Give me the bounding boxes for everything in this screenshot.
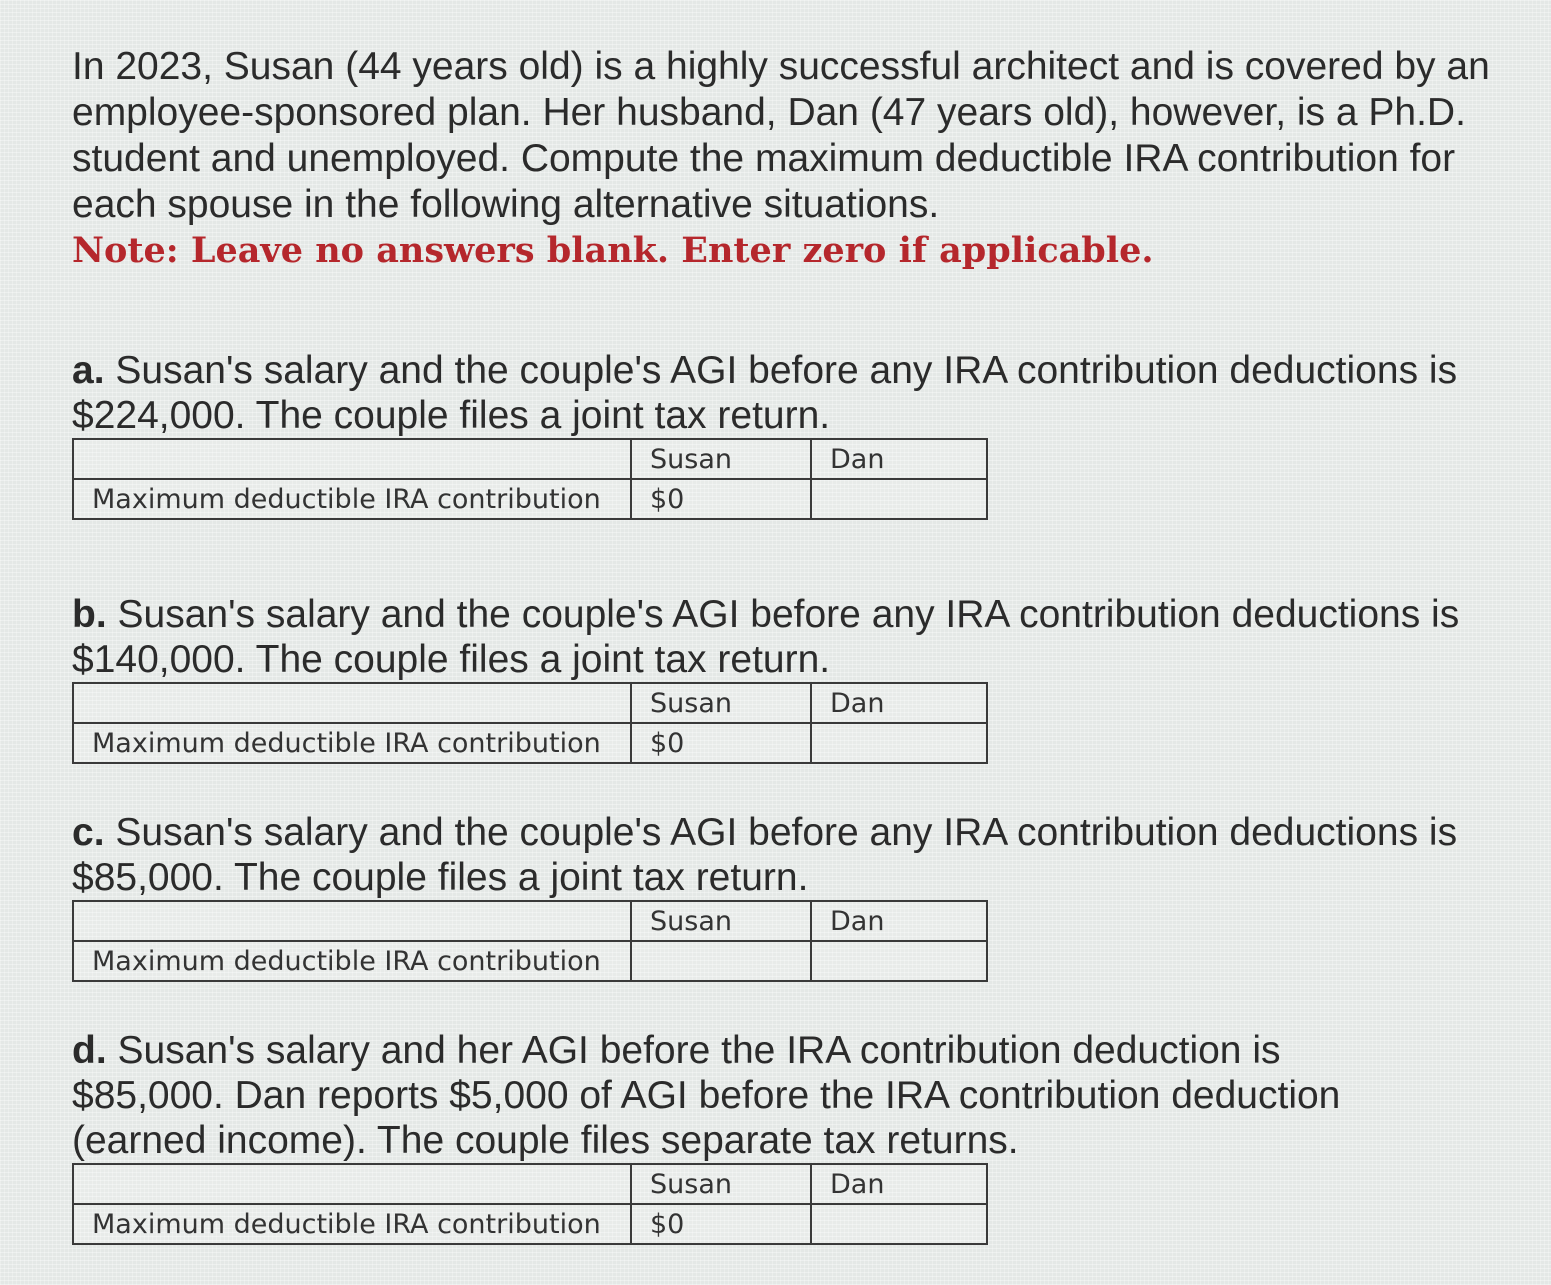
part-a-text	[72, 348, 1512, 438]
table-header-row	[73, 901, 987, 941]
part-d	[72, 1028, 1512, 1245]
header-susan: Susan	[631, 1164, 811, 1204]
part-a-dan-input[interactable]	[830, 484, 960, 515]
part-b-letter: b.	[72, 593, 107, 636]
susan-answer-cell	[631, 941, 811, 981]
header-dan: Dan	[811, 683, 987, 723]
header-blank-cell	[73, 683, 631, 723]
part-a-description: Susan's salary and the couple's AGI before any IRA contribution deductions is $224,000. The couple files a joint tax return.	[72, 349, 1458, 437]
row-label: Maximum deductible IRA contribution	[73, 723, 631, 763]
part-d-susan-input[interactable]	[650, 1209, 780, 1240]
header-dan: Dan	[811, 439, 987, 479]
part-a	[72, 348, 1512, 520]
part-c-text	[72, 810, 1512, 900]
dan-answer-cell	[811, 479, 987, 519]
header-blank-cell	[73, 901, 631, 941]
part-b	[72, 592, 1512, 764]
header-susan: Susan	[631, 683, 811, 723]
table-row	[73, 1204, 987, 1244]
susan-answer-cell	[631, 479, 811, 519]
row-label: Maximum deductible IRA contribution	[73, 479, 631, 519]
part-c-letter: c.	[72, 811, 105, 854]
part-d-text	[72, 1028, 1402, 1163]
table-row	[73, 479, 987, 519]
part-b-susan-input[interactable]	[650, 728, 780, 759]
part-d-dan-input[interactable]	[830, 1209, 960, 1240]
part-a-susan-input[interactable]	[650, 484, 780, 515]
header-dan: Dan	[811, 901, 987, 941]
part-d-letter: d.	[72, 1029, 107, 1072]
susan-answer-cell	[631, 1204, 811, 1244]
part-c-answer-table	[72, 900, 988, 982]
part-b-dan-input[interactable]	[830, 728, 960, 759]
susan-answer-cell	[631, 723, 811, 763]
dan-answer-cell	[811, 1204, 987, 1244]
row-label: Maximum deductible IRA contribution	[73, 1204, 631, 1244]
dan-answer-cell	[811, 723, 987, 763]
part-b-answer-table	[72, 682, 988, 764]
table-header-row	[73, 1164, 987, 1204]
part-c-susan-input[interactable]	[650, 946, 780, 977]
question-page	[72, 44, 1512, 1240]
table-header-row	[73, 439, 987, 479]
part-c-description: Susan's salary and the couple's AGI before any IRA contribution deductions is $85,000. The couple files a joint tax return.	[72, 811, 1458, 899]
part-c-dan-input[interactable]	[830, 946, 960, 977]
table-header-row	[73, 683, 987, 723]
header-susan: Susan	[631, 439, 811, 479]
part-b-text	[72, 592, 1512, 682]
header-blank-cell	[73, 1164, 631, 1204]
header-susan: Susan	[631, 901, 811, 941]
table-row	[73, 941, 987, 981]
table-row	[73, 723, 987, 763]
dan-answer-cell	[811, 941, 987, 981]
part-a-answer-table	[72, 438, 988, 520]
part-c	[72, 810, 1512, 982]
part-d-description: Susan's salary and her AGI before the IRA contribution deduction is $85,000. Dan reports $5,000 of AGI before the IRA contribution deduction (earned income). The couple files separate tax returns.	[72, 1029, 1341, 1162]
part-d-answer-table	[72, 1163, 988, 1245]
header-dan: Dan	[811, 1164, 987, 1204]
part-a-letter: a.	[72, 349, 105, 392]
question-note: Note: Leave no answers blank. Enter zero if applicable.	[72, 230, 1154, 271]
header-blank-cell	[73, 439, 631, 479]
part-b-description: Susan's salary and the couple's AGI before any IRA contribution deductions is $140,000. The couple files a joint tax return.	[72, 593, 1460, 681]
question-intro: In 2023, Susan (44 years old) is a highly successful architect and is covered by an employee-sponsored plan. Her husband, Dan (47 years old), however, is a Ph.D. student and unemployed. Compute the maximum deductible IRA contribution for each spouse in the following alternative situations.	[72, 45, 1490, 226]
row-label: Maximum deductible IRA contribution	[73, 941, 631, 981]
